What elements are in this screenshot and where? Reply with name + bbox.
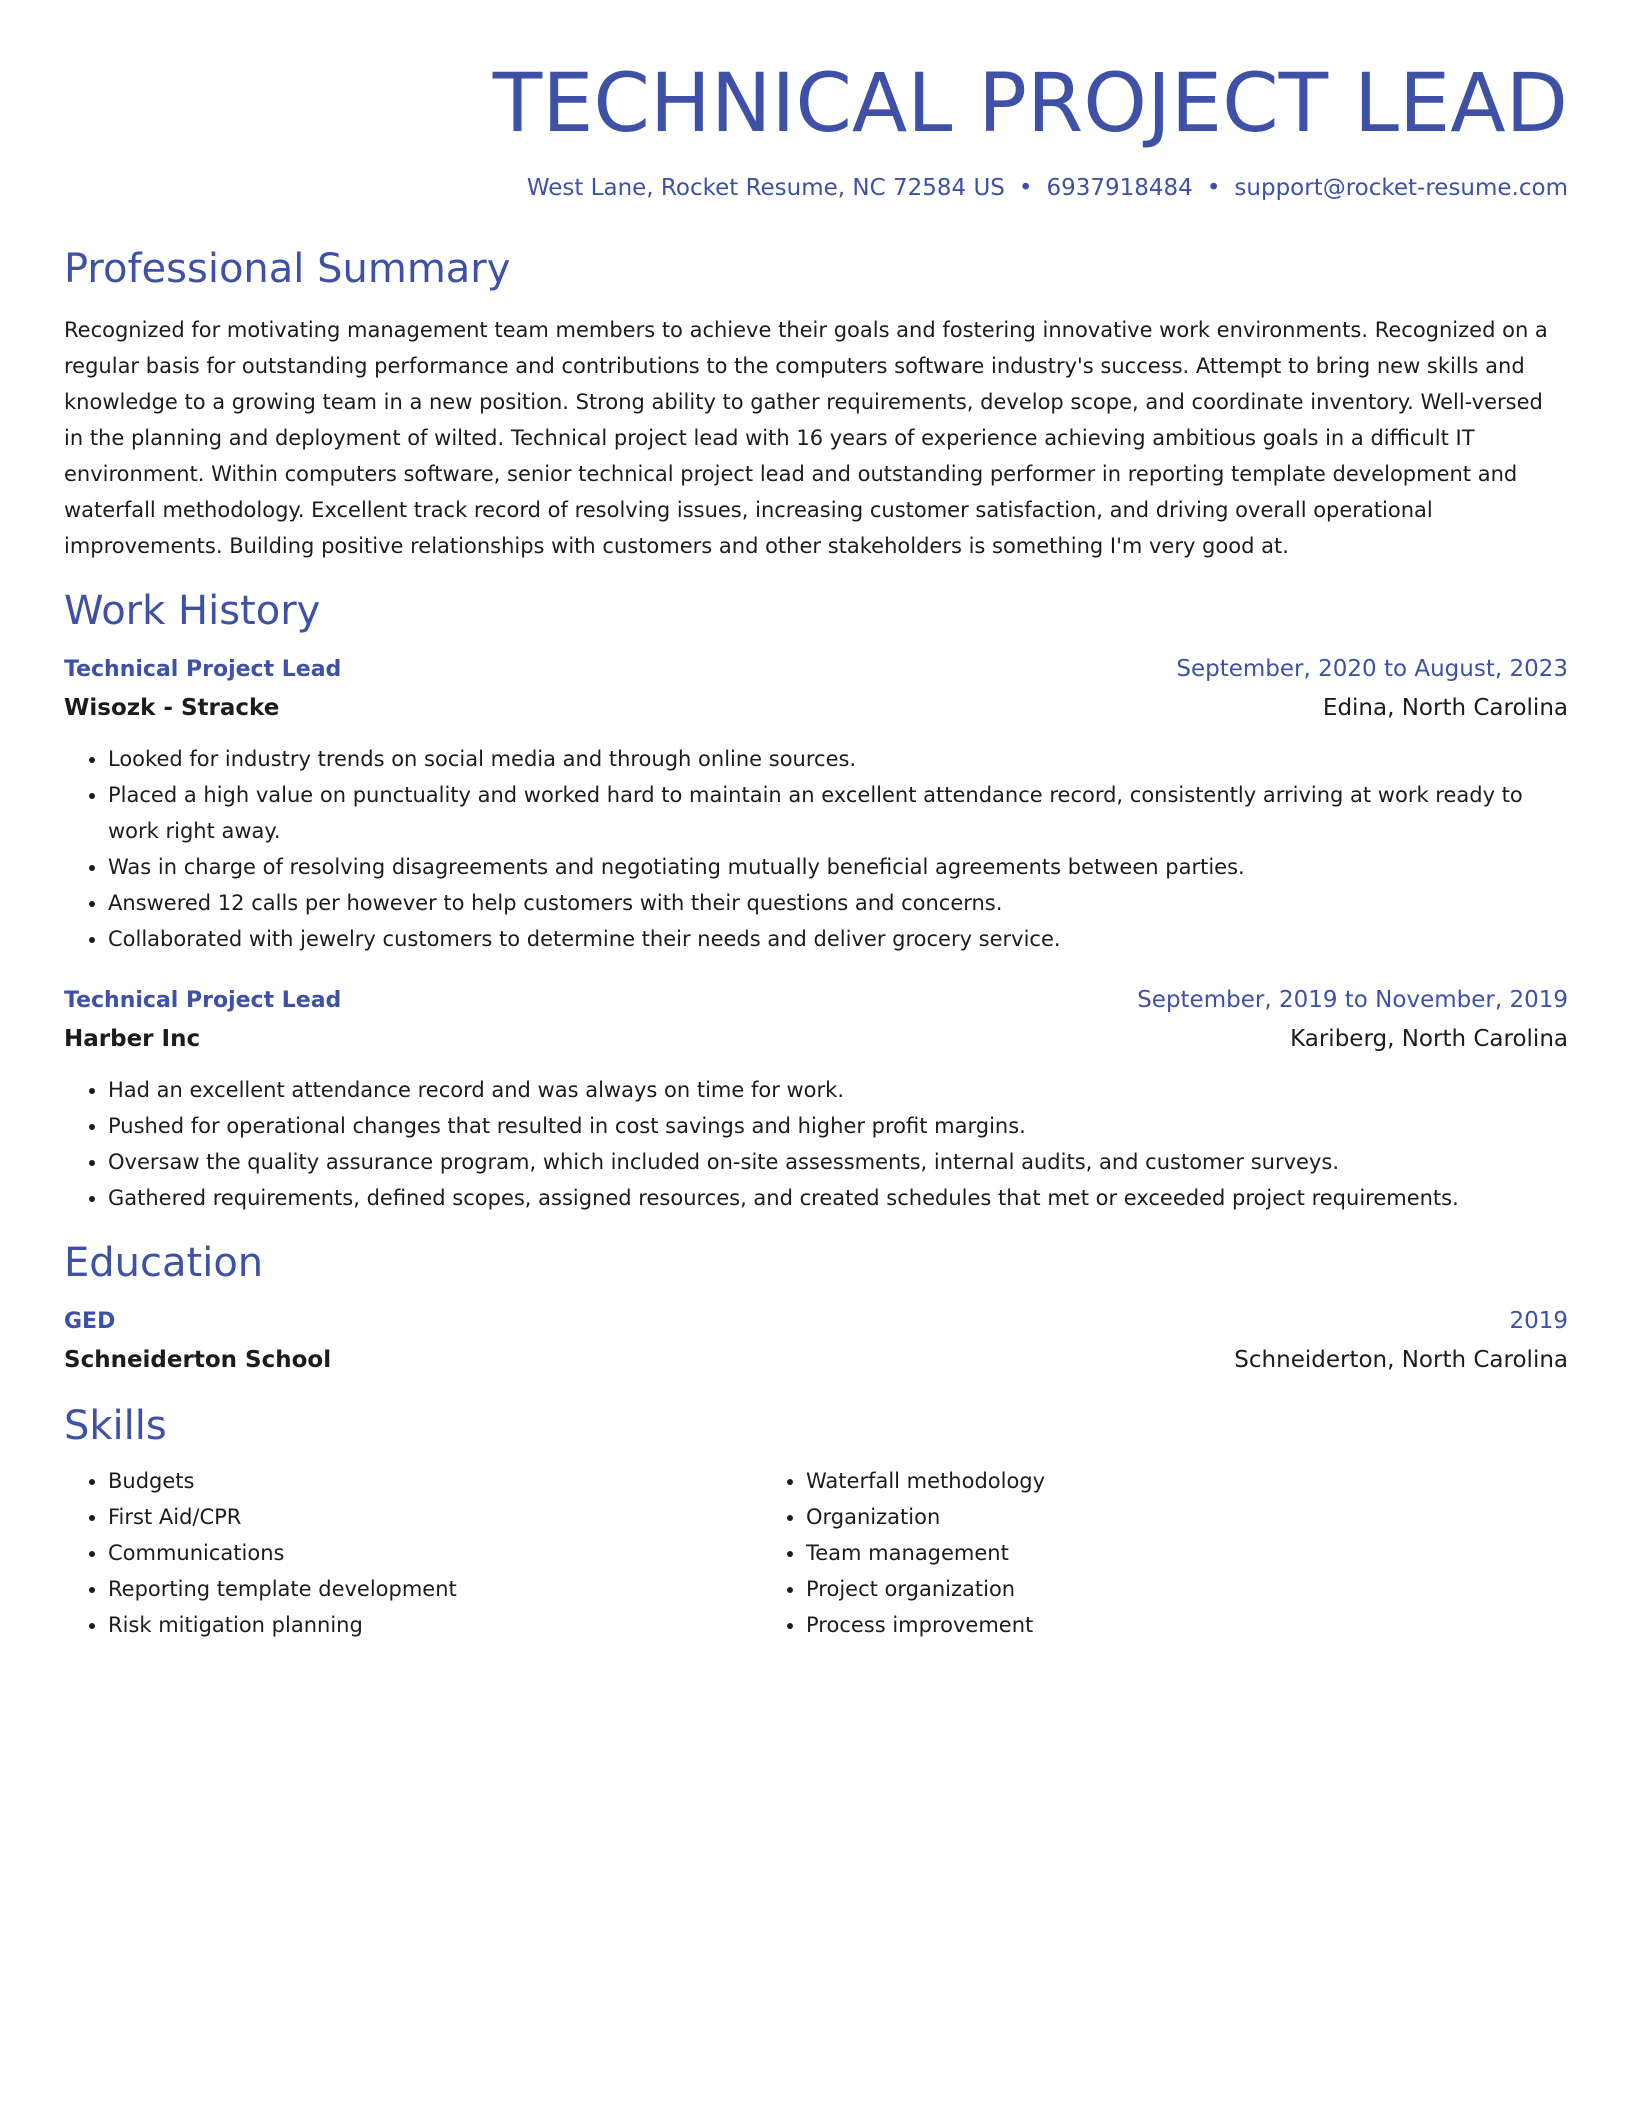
job-entry: [64, 650, 1568, 957]
education-school: Schneiderton School: [64, 1347, 332, 1373]
education-entry: [64, 1302, 1568, 1379]
summary-text: Recognized for motivating management team members to achieve their goals and fostering innovative work environments. Recognized on a regular basis for outstanding performance and contributions to the computers software industry's success. Attempt to bring new skills and knowledge to a growing team in a new position. Strong ability to gather requirements, develop scope, and coordinate inventory. Well-versed in the planning and deployment of wilted. Technical project lead with 16 years of experience achieving ambitious goals in a difficult IT environment. Within computers software, senior technical project lead and outstanding performer in reporting template development and waterfall methodology. Excellent track record of resolving issues, increasing customer satisfaction, and driving overall operational improvements. Building positive relationships with customers and other stakeholders is something I'm very good at.: [64, 318, 1548, 558]
list-item: • Placed a high value on punctuality and worked hard to maintain an excellent attendance record, consistently arriving at work ready to work right away.: [108, 777, 1568, 849]
education-location: Schneiderton, North Carolina: [1234, 1347, 1568, 1373]
section-title-summary: Professional Summary: [64, 246, 511, 292]
list-item: • Gathered requirements, defined scopes, assigned resources, and created schedules that met or exceeded project requirements.: [108, 1180, 1568, 1216]
list-item: • Organization: [806, 1499, 1460, 1535]
email-link[interactable]: support@rocket-resume.com: [1234, 175, 1568, 201]
separator-dot: •: [1018, 175, 1033, 201]
list-item: • Looked for industry trends on social media and through online sources.: [108, 741, 1568, 777]
job-company: Harber Inc: [64, 1026, 201, 1052]
job-location: Edina, North Carolina: [1322, 695, 1568, 721]
list-item: • First Aid/CPR: [108, 1499, 762, 1535]
list-item: • Answered 12 calls per however to help customers with their questions and concerns.: [108, 885, 1568, 921]
candidate-title: TECHNICAL PROJECT LEAD: [492, 57, 1568, 151]
list-item: • Had an excellent attendance record and was always on time for work.: [108, 1072, 1568, 1108]
list-item: • Oversaw the quality assurance program, which included on-site assessments, internal audits, and customer surveys.: [108, 1144, 1568, 1180]
skills-grid: [64, 1463, 1568, 1643]
education-header: [64, 1302, 1568, 1341]
list-item: • Collaborated with jewelry customers to determine their needs and deliver grocery service.: [108, 921, 1568, 957]
section-title-skills: Skills: [64, 1403, 167, 1449]
job-subheader: [64, 1020, 1568, 1058]
section-title-education: Education: [64, 1240, 264, 1286]
job-header: [64, 650, 1568, 689]
job-bullets: [64, 1072, 1568, 1216]
job-dates: September, 2019 to November, 2019: [1137, 987, 1568, 1013]
education-year: 2019: [1509, 1308, 1568, 1334]
job-role: Technical Project Lead: [64, 657, 342, 682]
list-item: • Communications: [108, 1535, 762, 1571]
job-header: [64, 981, 1568, 1020]
education-subheader: [64, 1341, 1568, 1379]
education-degree: GED: [64, 1309, 116, 1334]
job-dates: September, 2020 to August, 2023: [1176, 656, 1568, 682]
list-item: • Budgets: [108, 1463, 762, 1499]
job-bullets: [64, 741, 1568, 957]
job-subheader: [64, 689, 1568, 727]
phone: 6937918484: [1046, 175, 1193, 201]
list-item: • Risk mitigation planning: [108, 1607, 762, 1643]
address: West Lane, Rocket Resume, NC 72584 US: [526, 175, 1005, 201]
job-location: Kariberg, North Carolina: [1290, 1026, 1568, 1052]
job-entry: [64, 981, 1568, 1216]
skills-column-right: [762, 1463, 1460, 1643]
separator-dot: •: [1206, 175, 1221, 201]
contact-line: [64, 172, 1568, 204]
job-company: Wisozk - Stracke: [64, 695, 280, 721]
list-item: • Was in charge of resolving disagreements and negotiating mutually beneficial agreements between parties.: [108, 849, 1568, 885]
list-item: • Waterfall methodology: [806, 1463, 1460, 1499]
list-item: • Reporting template development: [108, 1571, 762, 1607]
resume-page: [64, 0, 1568, 1643]
section-title-work-history: Work History: [64, 588, 321, 634]
list-item: • Pushed for operational changes that resulted in cost savings and higher profit margins.: [108, 1108, 1568, 1144]
list-item: • Process improvement: [806, 1607, 1460, 1643]
skills-column-left: [64, 1463, 762, 1643]
job-role: Technical Project Lead: [64, 988, 342, 1013]
list-item: • Team management: [806, 1535, 1460, 1571]
list-item: • Project organization: [806, 1571, 1460, 1607]
